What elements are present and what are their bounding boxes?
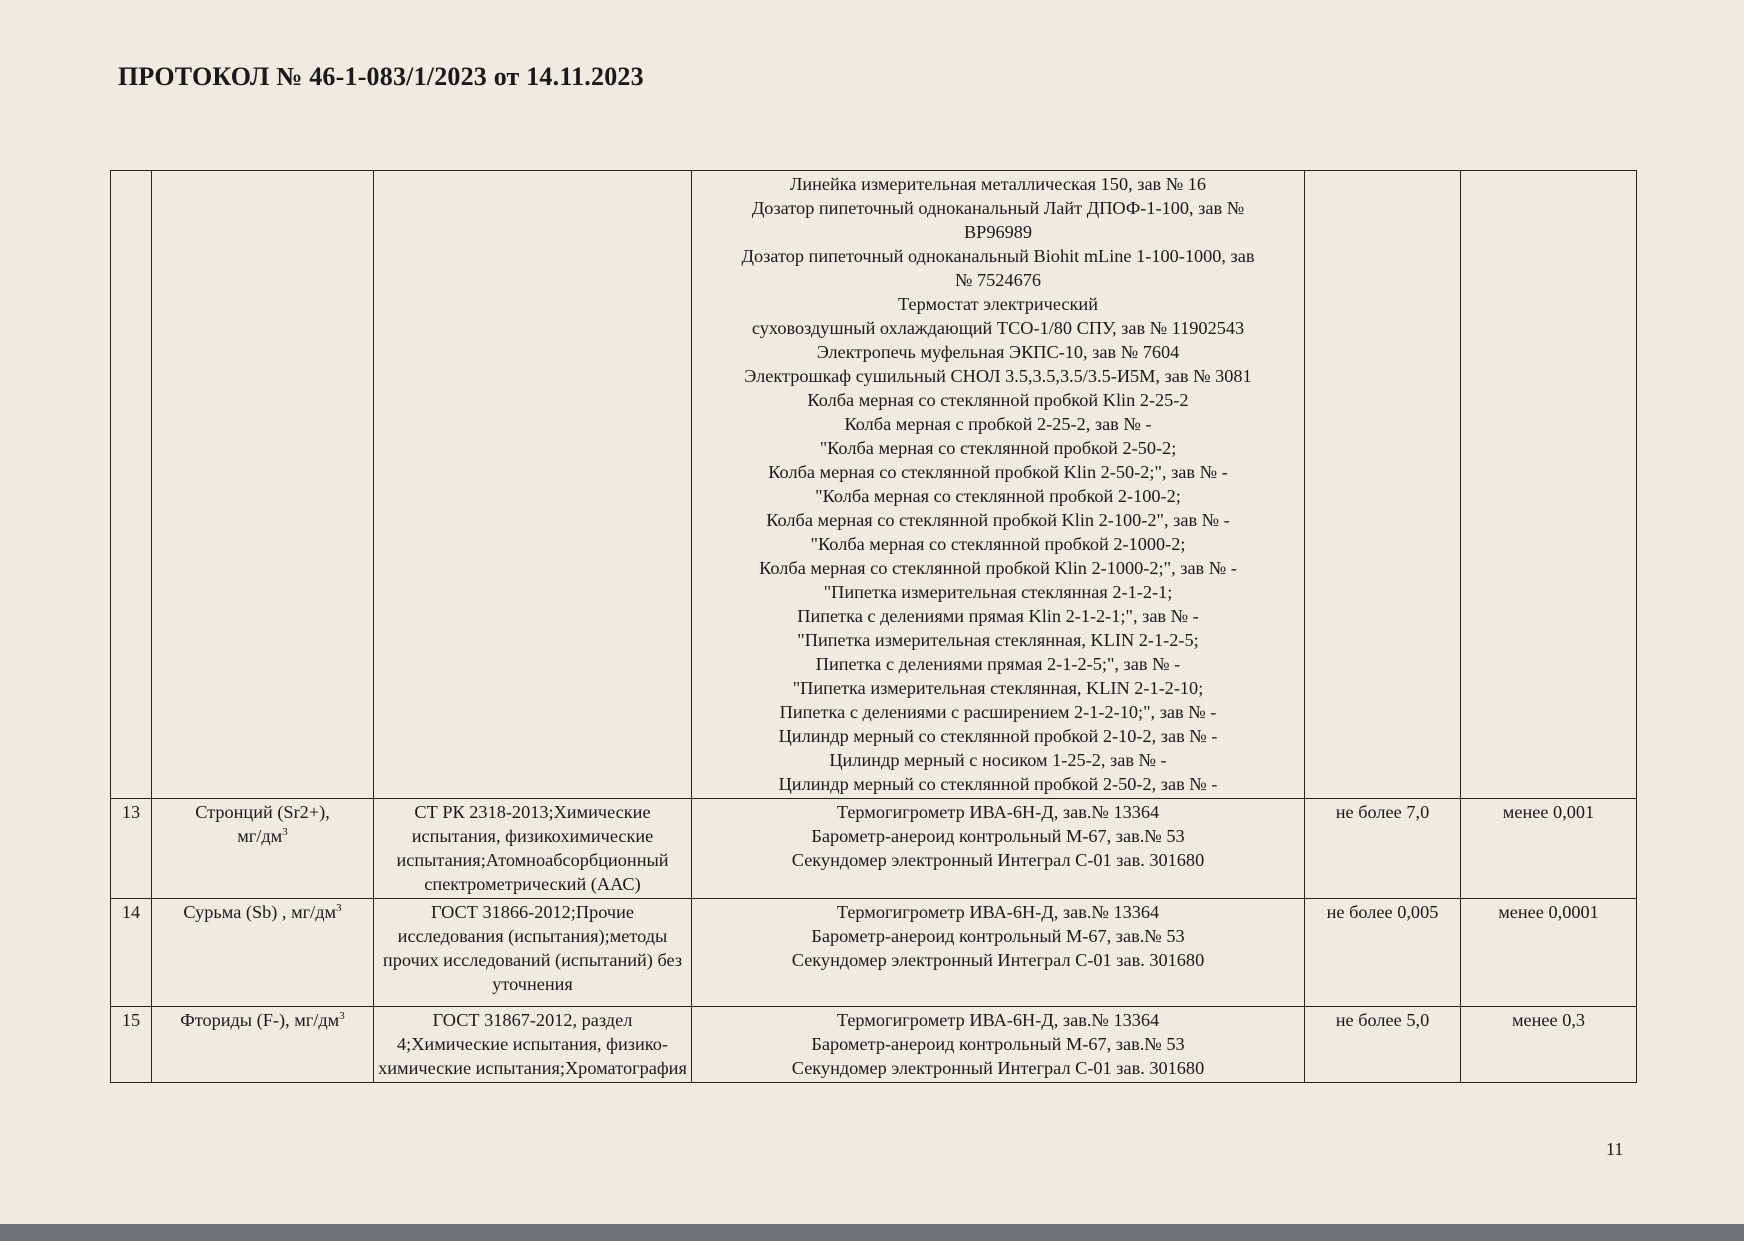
cell-num: 13	[111, 799, 152, 899]
table-row	[111, 799, 1637, 899]
cell-indicator	[152, 1007, 374, 1083]
cell-num	[111, 171, 152, 799]
equipment-item: "Пипетка измерительная стеклянная 2-1-2-1;	[823, 582, 1173, 602]
equipment-item: Колба мерная со стеклянной пробкой Klin 2-50-2;", зав № -	[768, 462, 1228, 482]
equipment-item: Пипетка с делениями прямая 2-1-2-5;", зав № -	[815, 654, 1181, 674]
cell-method: СТ РК 2318-2013;Химические испытания, физикохимические испытания;Атомноабсорбционный спектрометрический (ААС)	[374, 799, 692, 899]
equipment-item: Секундомер электронный Интеграл С-01 зав. 301680	[791, 1058, 1205, 1078]
table-row-continuation	[111, 171, 1637, 799]
cell-norm: не более 7,0	[1305, 799, 1461, 899]
cell-indicator	[152, 899, 374, 1007]
cell-indicator	[152, 171, 374, 799]
equipment-item: Пипетка с делениями прямая Klin 2-1-2-1;", зав № -	[797, 606, 1199, 626]
equipment-item: Пипетка с делениями с расширением 2-1-2-10;", зав № -	[779, 702, 1217, 722]
equipment-item: Термогигрометр ИВА-6Н-Д, зав.№ 13364	[836, 1010, 1160, 1030]
equipment-item: № 7524676	[955, 270, 1041, 290]
table-row	[111, 899, 1637, 1007]
cell-norm: не более 5,0	[1305, 1007, 1461, 1083]
cell-result: менее 0,001	[1461, 799, 1637, 899]
cell-num: 14	[111, 899, 152, 1007]
equipment-item: Колба мерная со стеклянной пробкой Klin 2-25-2	[807, 390, 1189, 410]
equipment-item: Линейка измерительная металлическая 150, зав № 16	[789, 174, 1207, 194]
equipment-item: Цилиндр мерный со стеклянной пробкой 2-10-2, зав № -	[778, 726, 1218, 746]
equipment-item: Термогигрометр ИВА-6Н-Д, зав.№ 13364	[836, 902, 1160, 922]
indicator-unit: мг/дм	[237, 826, 283, 846]
equipment-item: Дозатор пипеточный одноканальный Лайт ДПОФ-1-100, зав №	[751, 198, 1245, 218]
equipment-item: Электрошкаф сушильный СНОЛ 3.5,3.5,3.5/3.5-И5М, зав № 3081	[744, 366, 1252, 386]
cell-result: менее 0,0001	[1461, 899, 1637, 1007]
equipment-item: Дозатор пипеточный одноканальный Biohit mLine 1-100-1000, зав	[741, 246, 1255, 266]
indicator-name: Сурьма (Sb) , мг/дм	[183, 902, 337, 922]
equipment-item: Барометр-анероид контрольный М-67, зав.№ 53	[811, 926, 1185, 946]
equipment-item: "Пипетка измерительная стеклянная, KLIN 2-1-2-10;	[792, 678, 1204, 698]
equipment-item: "Колба мерная со стеклянной пробкой 2-100-2;	[815, 486, 1181, 506]
equipment-item: Термогигрометр ИВА-6Н-Д, зав.№ 13364	[836, 802, 1160, 822]
cell-indicator	[152, 799, 374, 899]
cell-num: 15	[111, 1007, 152, 1083]
equipment-item: Электропечь муфельная ЭКПС-10, зав № 7604	[816, 342, 1180, 362]
cell-norm: не более 0,005	[1305, 899, 1461, 1007]
equipment-list	[695, 172, 1301, 796]
equipment-item: Колба мерная с пробкой 2-25-2, зав № -	[844, 414, 1152, 434]
cell-method: ГОСТ 31867-2012, раздел 4;Химические испытания, физико-химические испытания;Хроматография	[374, 1007, 692, 1083]
cell-equipment	[692, 799, 1305, 899]
equipment-item: Секундомер электронный Интеграл С-01 зав. 301680	[791, 950, 1205, 970]
cell-method: ГОСТ 31866-2012;Прочие исследования (испытания);методы прочих исследований (испытаний) без уточнения	[374, 899, 692, 1007]
equipment-item: Цилиндр мерный со стеклянной пробкой 2-50-2, зав № -	[778, 774, 1218, 794]
equipment-item: Барометр-анероид контрольный М-67, зав.№ 53	[811, 1034, 1185, 1054]
equipment-item: "Колба мерная со стеклянной пробкой 2-50-2;	[819, 438, 1177, 458]
equipment-item: ВР96989	[963, 222, 1033, 242]
unit-superscript: 3	[282, 826, 288, 838]
cell-equipment	[692, 171, 1305, 799]
equipment-item: "Колба мерная со стеклянной пробкой 2-1000-2;	[810, 534, 1186, 554]
cell-equipment	[692, 1007, 1305, 1083]
cell-result: менее 0,3	[1461, 1007, 1637, 1083]
unit-superscript: 3	[336, 902, 342, 914]
table-row	[111, 1007, 1637, 1083]
unit-superscript: 3	[339, 1010, 345, 1022]
equipment-item: "Пипетка измерительная стеклянная, KLIN 2-1-2-5;	[797, 630, 1199, 650]
indicator-name: Стронций (Sr2+),	[195, 802, 330, 822]
cell-method	[374, 171, 692, 799]
equipment-item: Термостат электрический	[898, 294, 1098, 314]
protocol-table	[110, 170, 1637, 1083]
cell-result	[1461, 171, 1637, 799]
protocol-title: ПРОТОКОЛ № 46-1-083/1/2023 от 14.11.2023	[118, 62, 644, 91]
equipment-item: Колба мерная со стеклянной пробкой Klin 2-1000-2;", зав № -	[759, 558, 1237, 578]
equipment-item: Секундомер электронный Интеграл С-01 зав. 301680	[791, 850, 1205, 870]
page-number: 11	[1606, 1139, 1624, 1159]
cell-equipment	[692, 899, 1305, 1007]
equipment-item: Барометр-анероид контрольный М-67, зав.№ 53	[811, 826, 1185, 846]
equipment-item: Колба мерная со стеклянной пробкой Klin 2-100-2", зав № -	[766, 510, 1230, 530]
equipment-item: суховоздушный охлаждающий ТСО-1/80 СПУ, зав № 11902543	[751, 318, 1245, 338]
indicator-name: Фториды (F-), мг/дм	[180, 1010, 340, 1030]
equipment-item: Цилиндр мерный с носиком 1-25-2, зав № -	[829, 750, 1167, 770]
cell-norm	[1305, 171, 1461, 799]
